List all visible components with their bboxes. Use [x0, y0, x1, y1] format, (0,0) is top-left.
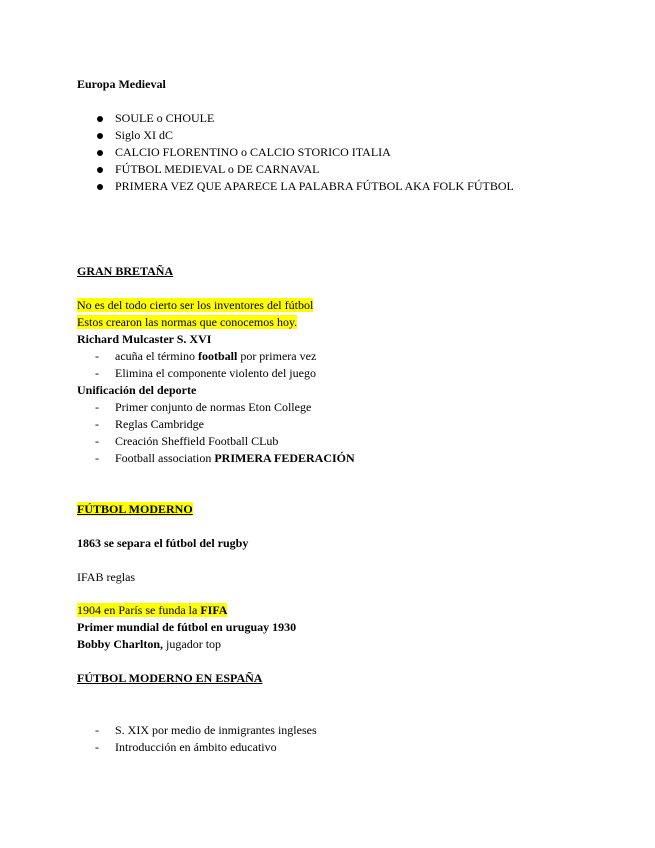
highlight-text: FÚTBOL MODERNO — [77, 502, 193, 516]
list-item: Introducción en ámbito educativo — [115, 740, 277, 754]
dash-marker: - — [95, 366, 99, 380]
list-bullet — [97, 178, 103, 195]
dash-marker: - — [95, 451, 99, 465]
line-bobby — [77, 636, 221, 653]
bold-term: FIFA — [200, 603, 228, 617]
highlight-text — [77, 603, 227, 617]
text-run: por primera vez — [237, 349, 317, 363]
list-item — [115, 450, 355, 467]
list-item: Reglas Cambridge — [115, 417, 204, 431]
bold-term: PRIMERA FEDERACIÓN — [214, 451, 355, 465]
list-item: SOULE o CHOULE — [115, 111, 215, 125]
list-item: PRIMERA VEZ QUE APARECE LA PALABRA FÚTBOL AKA FOLK FÚTBOL — [115, 179, 514, 193]
line-ifab: IFAB reglas — [77, 570, 136, 584]
dash-marker: - — [95, 349, 99, 363]
heading-gran-bretana: GRAN BRETAÑA — [77, 264, 174, 278]
highlighted-line — [77, 314, 297, 331]
line-fifa — [77, 602, 227, 619]
list-bullet — [97, 127, 103, 144]
highlight-text: No es del todo cierto ser los inventores del fútbol — [77, 298, 314, 312]
list-item: CALCIO FLORENTINO o CALCIO STORICO ITALIA — [115, 145, 391, 159]
subheading-mulcaster: Richard Mulcaster S. XVI — [77, 332, 212, 346]
highlighted-line — [77, 297, 313, 314]
dash-marker: - — [95, 723, 99, 737]
heading-europa-medieval: Europa Medieval — [77, 77, 166, 91]
list-item: Siglo XI dC — [115, 128, 174, 142]
text-run: jugador top — [163, 637, 222, 651]
line-rugby: 1863 se separa el fútbol del rugby — [77, 536, 249, 550]
highlight-text: Estos crearon las normas que conocemos hoy. — [77, 315, 298, 329]
list-item: Creación Sheffield Football CLub — [115, 434, 279, 448]
dash-marker: - — [95, 434, 99, 448]
dash-marker: - — [95, 417, 99, 431]
list-item: Elimina el componente violento del juego — [115, 366, 316, 380]
list-item — [115, 348, 316, 365]
text-run: 1904 en París se funda la — [77, 603, 201, 617]
dash-marker: - — [95, 400, 99, 414]
heading-futbol-moderno — [77, 501, 193, 518]
list-bullet — [97, 110, 103, 127]
text-run: acuña el término — [115, 349, 198, 363]
bold-term: football — [197, 349, 238, 363]
list-item: FÚTBOL MEDIEVAL o DE CARNAVAL — [115, 162, 320, 176]
bold-term: Bobby Charlton, — [77, 637, 164, 651]
line-mundial: Primer mundial de fútbol en uruguay 1930 — [77, 620, 297, 634]
text-run: Football association — [115, 451, 215, 465]
list-item: S. XIX por medio de inmigrantes ingleses — [115, 723, 317, 737]
list-item: Primer conjunto de normas Eton College — [115, 400, 312, 414]
dash-marker: - — [95, 740, 99, 754]
heading-futbol-espana: FÚTBOL MODERNO EN ESPAÑA — [77, 671, 263, 685]
list-bullet — [97, 161, 103, 178]
list-bullet — [97, 144, 103, 161]
subheading-unificacion: Unificación del deporte — [77, 383, 197, 397]
